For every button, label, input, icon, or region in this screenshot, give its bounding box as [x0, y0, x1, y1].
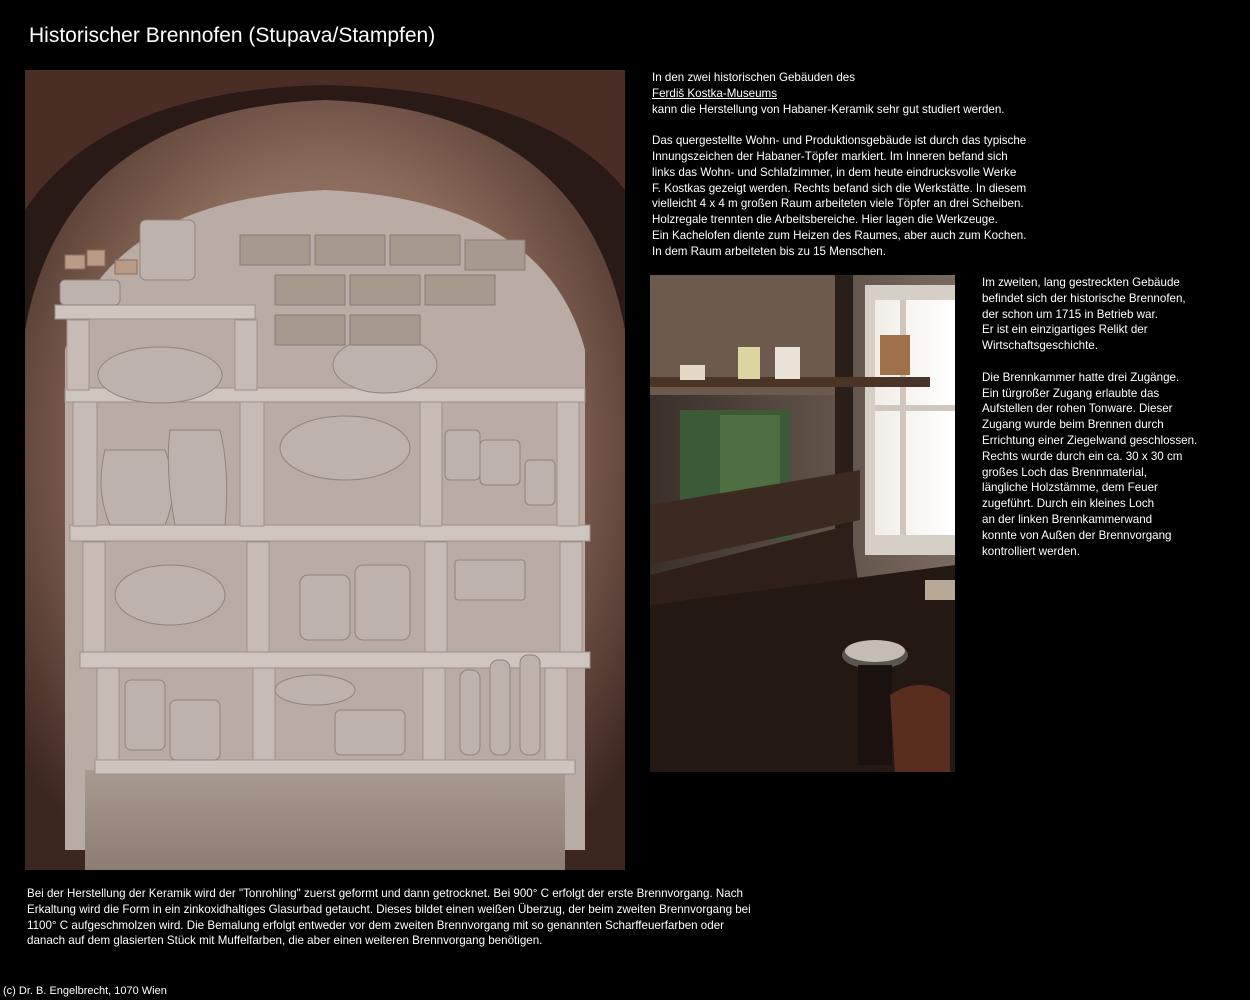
kiln-description	[982, 275, 1242, 559]
pottery-workshop-photo	[650, 275, 955, 772]
kiln-line: befindet sich der historische Brennofen,	[982, 291, 1186, 305]
ceramic-process-text	[27, 886, 807, 949]
chamber-line: konnte von Außen der Brennvorgang	[982, 528, 1172, 542]
process-line: danach auf dem glasierten Stück mit Muffelfarben, die aber einen weiteren Brennvorgang benötigen.	[27, 934, 543, 948]
kiln-line: Im zweiten, lang gestreckten Gebäude	[982, 276, 1180, 289]
museum-link[interactable]: Ferdiš Kostka-Museums	[652, 86, 777, 100]
chamber-line: Die Brennkammer hatte drei Zugänge.	[982, 370, 1180, 384]
workshop-line: Holzregale trennten die Arbeitsbereiche. Hier lagen die Werkzeuge.	[652, 213, 998, 227]
copyright: (c) Dr. B. Engelbrecht, 1070 Wien	[3, 985, 167, 997]
intro-text	[652, 70, 1072, 260]
workshop-line: Das quergestellte Wohn- und Produktionsgebäude ist durch das typische	[652, 134, 1027, 148]
workshop-line: vielleicht 4 x 4 m großen Raum arbeiteten viele Töpfer an drei Scheiben.	[652, 197, 1024, 211]
chamber-line: längliche Holzstämme, dem Feuer	[982, 481, 1158, 495]
chamber-line: großes Loch das Brennmaterial,	[982, 465, 1147, 479]
chamber-line: Errichtung einer Ziegelwand geschlossen.	[982, 433, 1198, 447]
workshop-line: In dem Raum arbeiteten bis zu 15 Menschen.	[652, 244, 886, 258]
workshop-line: F. Kostkas gezeigt werden. Rechts befand sich die Werkstätte. In diesem	[652, 181, 1027, 195]
workshop-photo-illustration	[650, 275, 955, 772]
chamber-line: zugeführt. Durch ein kleines Loch	[982, 497, 1155, 511]
workshop-line: Innungszeichen der Habaner-Töpfer markiert. Im Inneren befand sich	[652, 149, 1008, 163]
kiln-line: Wirtschaftsgeschichte.	[982, 339, 1098, 353]
chamber-line: Ein türgroßer Zugang erlaubte das	[982, 386, 1160, 400]
chamber-line: an der linken Brennkammerwand	[982, 512, 1153, 526]
chamber-line: Zugang wurde beim Brennen durch	[982, 418, 1164, 432]
intro-line-1: In den zwei historischen Gebäuden des	[652, 71, 856, 84]
kiln-line: der schon um 1715 in Betrieb war.	[982, 307, 1158, 321]
process-line: 1100° C aufgeschmolzen wird. Die Bemalung erfolgt entweder vor dem zweiten Brennvorgang mit so genannten Scharffeuerfarben oder	[27, 918, 725, 932]
chamber-line: kontrolliert werden.	[982, 544, 1080, 558]
workshop-line: links das Wohn- und Schlafzimmer, in dem heute eindrucksvolle Werke	[652, 165, 1017, 179]
intro-line-3: kann die Herstellung von Habaner-Keramik sehr gut studiert werden.	[652, 102, 1005, 116]
kiln-shelves-photo	[25, 70, 625, 870]
chamber-line: Rechts wurde durch ein ca. 30 x 30 cm	[982, 449, 1183, 463]
page-title: Historischer Brennofen (Stupava/Stampfen)	[29, 24, 436, 47]
kiln-line: Er ist ein einzigartiges Relikt der	[982, 323, 1148, 337]
process-line: Bei der Herstellung der Keramik wird der "Tonrohling" zuerst geformt und dann getrocknet. Bei 900° C erfolgt der erste Brennvorgang. Nach	[27, 887, 743, 900]
spacer	[652, 117, 1072, 133]
spacer	[982, 354, 1242, 370]
chamber-line: Aufstellen der rohen Tonware. Dieser	[982, 402, 1173, 416]
kiln-photo-illustration	[25, 70, 625, 870]
workshop-line: Ein Kachelofen diente zum Heizen des Raumes, aber auch zum Kochen.	[652, 228, 1027, 242]
process-line: Erkaltung wird die Form in ein zinkoxidhaltiges Glasurbad getaucht. Dieses bildet einen weißen Überzug, der beim zweiten Brennvorgang bei	[27, 902, 751, 916]
